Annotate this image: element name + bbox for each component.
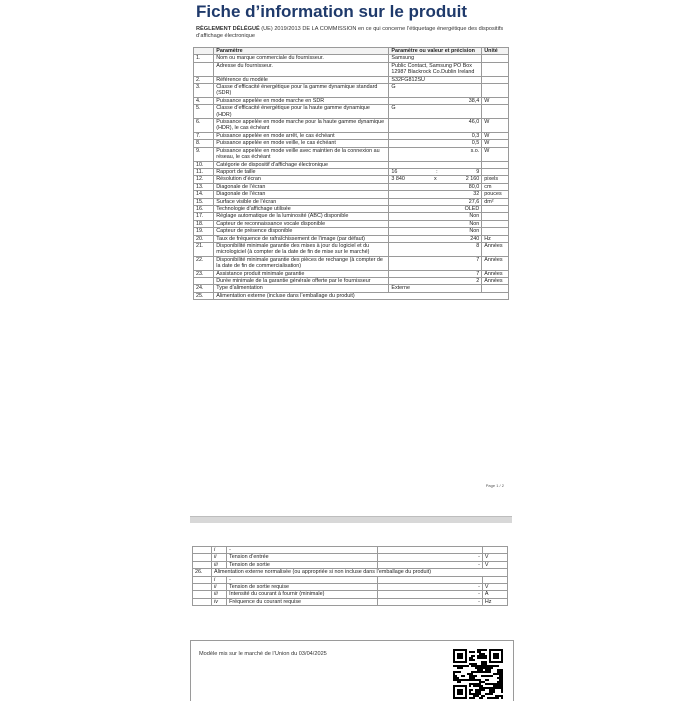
row-value: s.o.	[389, 147, 482, 161]
market-info-box	[190, 640, 514, 701]
row-roman-numeral: i	[212, 547, 227, 554]
row-parameter: Tension de sortie requise	[227, 584, 377, 591]
row-parameter: Capteur de présence disponible	[214, 228, 389, 235]
row-unit	[482, 161, 509, 168]
row-parameter: Réglage automatique de la luminosité (ABC) disponible	[214, 213, 389, 220]
table-row	[194, 183, 509, 190]
row-unit	[482, 84, 509, 98]
row-parameter: Résolution d’écran	[214, 176, 389, 183]
row-value: Non	[389, 220, 482, 227]
split-part: 9	[476, 168, 480, 175]
page-title: Fiche d’information sur le produit	[196, 2, 468, 21]
row-value: Externe	[389, 285, 482, 292]
table-row	[194, 205, 509, 212]
row-unit: cm	[482, 183, 509, 190]
table-row	[193, 591, 508, 598]
row-number: 15.	[194, 198, 214, 205]
table-row	[194, 161, 509, 168]
row-number: 4.	[194, 97, 214, 104]
row-unit	[482, 168, 509, 175]
row-unit: W	[482, 97, 509, 104]
row-value	[377, 576, 482, 583]
table-row	[194, 168, 509, 175]
row-unit: V	[482, 561, 507, 568]
row-number	[193, 547, 212, 554]
table-row	[193, 561, 508, 568]
row-parameter: Catégorie de dispositif d’affichage électronique	[214, 161, 389, 168]
row-value: 7	[389, 256, 482, 270]
row-unit: W	[482, 140, 509, 147]
row-value: G	[389, 84, 482, 98]
table-row	[194, 140, 509, 147]
row-roman-numeral: i	[212, 576, 227, 583]
row-parameter: Surface visible de l’écran	[214, 198, 389, 205]
row-unit	[482, 547, 507, 554]
split-part: 2 160	[465, 176, 480, 183]
row-unit: Années	[482, 270, 509, 277]
row-unit: W	[482, 119, 509, 133]
header-parameter: Paramètre	[214, 48, 389, 55]
table-row	[194, 84, 509, 98]
row-number: 9.	[194, 147, 214, 161]
row-span-parameter: Alimentation externe normalisée (ou appropriée si non incluse dans l’emballage du produit)	[212, 569, 508, 576]
header-number	[194, 48, 214, 55]
row-value: Public Contact, Samsung PO Box 12987 Blackrock Co.Dublin Ireland	[389, 62, 482, 76]
power-supply-body	[193, 547, 508, 606]
row-unit	[482, 220, 509, 227]
row-unit: Années	[482, 256, 509, 270]
row-value: 8	[389, 242, 482, 256]
row-span-parameter: Alimentation externe (incluse dans l’emballage du produit)	[214, 292, 509, 299]
table-row	[194, 132, 509, 139]
row-unit: V	[482, 554, 507, 561]
split-values	[391, 169, 479, 175]
row-unit	[482, 205, 509, 212]
row-roman-numeral: iii	[212, 591, 227, 598]
row-number: 11.	[194, 168, 214, 175]
row-number	[194, 278, 214, 285]
row-parameter: Assistance produit minimale garantie	[214, 270, 389, 277]
row-number: 10.	[194, 161, 214, 168]
row-parameter: Diagonale de l’écran	[214, 183, 389, 190]
row-parameter: Tension de sortie	[227, 561, 377, 568]
row-value: -	[377, 584, 482, 591]
table-row	[194, 285, 509, 292]
row-value: Non	[389, 213, 482, 220]
product-info-table	[193, 47, 509, 300]
row-parameter: Disponibilité minimale garantie des mises à jour du logiciel et du micrologiciel (à compter de la date de fin de mise sur le marché)	[214, 242, 389, 256]
row-value: OLED	[389, 205, 482, 212]
split-part: x	[433, 176, 437, 183]
table-row	[194, 76, 509, 83]
row-unit	[482, 55, 509, 62]
row-parameter: Disponibilité minimale garantie des pièces de rechange (à compter de la date de fin de commercialisation)	[214, 256, 389, 270]
row-parameter: Référence du modèle	[214, 76, 389, 83]
row-value: 240	[389, 235, 482, 242]
row-number	[193, 591, 212, 598]
row-unit: pouces	[482, 191, 509, 198]
row-unit: Hz	[482, 598, 507, 605]
row-parameter: Puissance appelée en mode marche en SDR	[214, 97, 389, 104]
table-row	[194, 228, 509, 235]
row-unit: pixels	[482, 176, 509, 183]
table-row	[194, 62, 509, 76]
row-number: 19.	[194, 228, 214, 235]
row-number: 22.	[194, 256, 214, 270]
row-roman-numeral: iv	[212, 598, 227, 605]
row-number: 16.	[194, 205, 214, 212]
row-number: 3.	[194, 84, 214, 98]
row-parameter: Capteur de reconnaissance vocale disponible	[214, 220, 389, 227]
row-number: 7.	[194, 132, 214, 139]
table-row	[193, 584, 508, 591]
row-number	[194, 62, 214, 76]
table-row	[193, 576, 508, 583]
row-number: 23.	[194, 270, 214, 277]
row-unit: V	[482, 584, 507, 591]
row-number: 17.	[194, 213, 214, 220]
table-row	[194, 213, 509, 220]
row-parameter: Taux de fréquence de rafraîchissement de l’image (par défaut)	[214, 235, 389, 242]
row-value: S32FG812SU	[389, 76, 482, 83]
row-roman-numeral: ii	[212, 584, 227, 591]
row-value: -	[377, 598, 482, 605]
row-parameter: Puissance appelée en mode arrêt, le cas échéant	[214, 132, 389, 139]
row-number: 18.	[194, 220, 214, 227]
table-row	[194, 198, 509, 205]
product-info-body	[194, 55, 509, 300]
row-number	[193, 576, 212, 583]
row-number: 1.	[194, 55, 214, 62]
row-number	[193, 598, 212, 605]
row-unit: Années	[482, 278, 509, 285]
row-number: 25.	[194, 292, 214, 299]
row-parameter: Type d’alimentation	[214, 285, 389, 292]
row-number: 26.	[193, 569, 212, 576]
header-unit: Unité	[482, 48, 509, 55]
row-parameter: Tension d’entrée	[227, 554, 377, 561]
row-number: 2.	[194, 76, 214, 83]
row-number: 12.	[194, 176, 214, 183]
row-value: -	[377, 561, 482, 568]
row-value: 0,5	[389, 140, 482, 147]
table-row	[194, 105, 509, 119]
row-value: 7	[389, 270, 482, 277]
table-row	[194, 176, 509, 183]
row-value	[389, 161, 482, 168]
row-number: 6.	[194, 119, 214, 133]
table-row	[194, 235, 509, 242]
row-number: 21.	[194, 242, 214, 256]
row-parameter: Puissance appelée en mode veille avec maintien de la connexion au réseau, le cas échéant	[214, 147, 389, 161]
table-row	[193, 547, 508, 554]
table-row	[193, 554, 508, 561]
row-roman-numeral: iii	[212, 561, 227, 568]
table-row	[194, 119, 509, 133]
subtitle-bold: RÈGLEMENT DÉLÉGUÉ	[196, 26, 260, 32]
row-value: G	[389, 105, 482, 119]
row-unit	[482, 105, 509, 119]
row-number: 13.	[194, 183, 214, 190]
row-unit: W	[482, 132, 509, 139]
split-values	[391, 176, 479, 182]
row-unit	[482, 213, 509, 220]
row-value: 46,0	[389, 119, 482, 133]
row-parameter: Puissance appelée en mode veille, le cas échéant	[214, 140, 389, 147]
row-number: 5.	[194, 105, 214, 119]
row-value: 38,4	[389, 97, 482, 104]
split-part: 3 840	[391, 176, 405, 183]
market-date-text: Modèle mis sur le marché de l’Union du 03/04/2025	[199, 651, 327, 657]
table-header-row	[194, 48, 509, 55]
row-value: -	[377, 591, 482, 598]
row-value: 0,3	[389, 132, 482, 139]
page-separator	[190, 516, 512, 523]
row-unit	[482, 285, 509, 292]
table-row	[194, 242, 509, 256]
subtitle-rest: (UE) 2019/2013 DE LA COMMISSION en ce qui concerne l’étiquetage énergétique des dispositifs d’affichage électronique	[196, 26, 504, 39]
table-row	[193, 569, 508, 576]
split-part: :	[436, 168, 438, 175]
row-parameter: Durée minimale de la garantie générale offerte par le fournisseur	[214, 278, 389, 285]
row-number	[193, 584, 212, 591]
row-unit	[482, 62, 509, 76]
header-value: Paramètre ou valeur et précision	[389, 48, 482, 55]
qr-code-icon	[453, 649, 503, 699]
row-value: -	[377, 554, 482, 561]
table-row	[194, 256, 509, 270]
row-parameter: Classe d’efficacité énergétique pour la gamme dynamique standard (SDR)	[214, 84, 389, 98]
row-value: 27,6	[389, 198, 482, 205]
row-number: 20.	[194, 235, 214, 242]
regulation-subtitle	[196, 26, 508, 40]
row-value-split	[389, 168, 482, 175]
page-number: Page 1 / 2	[485, 483, 504, 488]
page-two	[190, 546, 512, 638]
row-parameter: Nom ou marque commerciale du fournisseur.	[214, 55, 389, 62]
table-row	[194, 97, 509, 104]
row-parameter: Puissance appelée en mode marche pour la haute gamme dynamique (HDR), le cas échéant	[214, 119, 389, 133]
row-number: 24.	[194, 285, 214, 292]
row-unit: dm²	[482, 198, 509, 205]
table-row	[194, 191, 509, 198]
table-row	[193, 598, 508, 605]
table-row	[194, 147, 509, 161]
row-value: 2	[389, 278, 482, 285]
table-row	[194, 220, 509, 227]
page-one	[190, 0, 512, 492]
row-unit: Hz	[482, 235, 509, 242]
row-parameter: Classe d’efficacité énergétique pour la haute gamme dynamique (HDR)	[214, 105, 389, 119]
row-value-split	[389, 176, 482, 183]
row-number	[193, 554, 212, 561]
power-supply-table	[192, 546, 508, 606]
row-unit	[482, 228, 509, 235]
table-row	[194, 278, 509, 285]
row-parameter: Diagonale de l’écran	[214, 191, 389, 198]
row-unit: Années	[482, 242, 509, 256]
row-value: 32	[389, 191, 482, 198]
row-unit	[482, 76, 509, 83]
table-row	[194, 55, 509, 62]
row-value: Non	[389, 228, 482, 235]
table-row	[194, 270, 509, 277]
row-roman-numeral: ii	[212, 554, 227, 561]
row-parameter: -	[227, 576, 377, 583]
row-parameter: Technologie d’affichage utilisée	[214, 205, 389, 212]
row-parameter: Fréquence du courant requise	[227, 598, 377, 605]
row-unit	[482, 576, 507, 583]
split-part: 16	[391, 168, 398, 175]
row-unit: A	[482, 591, 507, 598]
row-parameter: Intensité du courant à fournir (minimale)	[227, 591, 377, 598]
row-number	[193, 561, 212, 568]
row-value: Samsung	[389, 55, 482, 62]
row-number: 14.	[194, 191, 214, 198]
row-parameter: Adresse du fournisseur.	[214, 62, 389, 76]
row-unit: W	[482, 147, 509, 161]
row-parameter: -	[227, 547, 377, 554]
row-number: 8.	[194, 140, 214, 147]
row-value	[377, 547, 482, 554]
row-value: 80,0	[389, 183, 482, 190]
row-parameter: Rapport de taille	[214, 168, 389, 175]
table-row	[194, 292, 509, 299]
